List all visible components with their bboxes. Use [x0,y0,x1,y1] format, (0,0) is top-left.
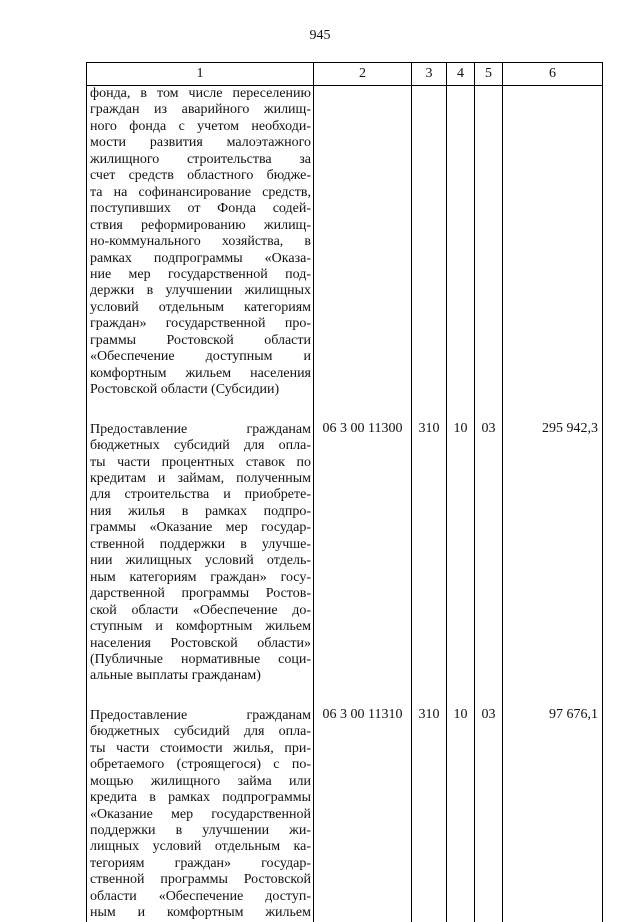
desc-line: ты части стоимости жилья, при- [90,740,311,756]
pr-cell: 03 [475,421,503,685]
desc-line: бюджетных субсидий для опла- [90,724,311,740]
desc-line: нии жилищных условий отдель- [90,553,311,569]
amount-cell: 295 942,3 [503,421,603,685]
rz-cell: 10 [447,707,475,922]
desc-line: «Обеспечение доступным и [90,349,311,365]
desc-line: счет средств областного бюдже- [90,168,311,184]
desc-line: рамках подпрограммы «Оказа- [90,250,311,266]
desc-line: населения Ростовской области» [90,635,311,651]
code-cell: 06 3 00 11300 [314,421,412,685]
desc-line: для строительства и приобрете- [90,487,311,503]
row-description [87,707,314,922]
vr-cell [412,86,447,399]
desc-line: держки в улучшении жилищных [90,283,311,299]
desc-line: кредита в рамках подпрограммы [90,790,311,806]
desc-line: условий отдельным категориям [90,299,311,315]
desc-line: ствия реформированию жилищ- [90,217,311,233]
desc-line: ственной программы Ростовской [90,872,311,888]
row-description [87,86,314,399]
pr-cell: 03 [475,707,503,922]
desc-line: альные выплаты гражданам) [90,668,261,684]
code-cell: 06 3 00 11310 [314,707,412,922]
desc-line: граммы Ростовской области [90,332,311,348]
desc-line: граждан» государственной про- [90,316,311,332]
desc-line: обретаемого (строящегося) с по- [90,757,311,773]
amount-cell [503,86,603,399]
row-description [87,421,314,685]
desc-line: поддержки в улучшении жи- [90,823,311,839]
col-header-2: 2 [314,63,412,86]
desc-line: ственной поддержки в улучше- [90,536,311,552]
col-header-6: 6 [503,63,603,86]
desc-line: ного фонда с учетом необходи- [90,118,311,134]
desc-line: «Оказание мер государственной [90,806,311,822]
desc-line: дарственной программы Ростов- [90,586,311,602]
desc-line: лищных условий отдельным ка- [90,839,311,855]
desc-line: тегориям граждан» государ- [90,855,311,871]
desc-line: кредитам и займам, полученным [90,470,311,486]
rz-cell [447,86,475,399]
desc-line: области «Обеспечение доступ- [90,888,311,904]
desc-line: но-коммунального хозяйства, в [90,234,311,250]
desc-line: Ростовской области (Субсидии) [90,382,280,398]
desc-line: жилищного строительства за [90,151,311,167]
desc-line: мости развития малоэтажного [90,135,311,151]
header-row [87,63,603,86]
budget-table [86,62,603,922]
desc-line: ния жилья в рамках подпро- [90,503,311,519]
table-row [87,707,603,922]
desc-line: ным и комфортным жильем [90,905,311,921]
vr-cell: 310 [412,707,447,922]
desc-line: граждан из аварийного жилищ- [90,102,311,118]
desc-line: поступивших от Фонда содей- [90,201,311,217]
amount-cell: 97 676,1 [503,707,603,922]
code-cell [314,86,412,399]
vr-cell: 310 [412,421,447,685]
rz-cell: 10 [447,421,475,685]
col-header-5: 5 [475,63,503,86]
desc-line: та на софинансирование средств, [90,184,311,200]
desc-line: Предоставление гражданам [90,707,311,723]
desc-line: фонда, в том числе переселению [90,86,311,101]
desc-line: комфортным жильем населения [90,365,311,381]
col-header-4: 4 [447,63,475,86]
desc-line: ным категориям граждан» госу- [90,569,311,585]
desc-line: Предоставление гражданам [90,421,311,437]
desc-line: ты части процентных ставок по [90,454,311,470]
desc-line: мощью жилищного займа или [90,773,311,789]
col-header-1: 1 [87,63,314,86]
page-number: 945 [309,28,331,43]
col-header-3: 3 [412,63,447,86]
desc-line: бюджетных субсидий для опла- [90,438,311,454]
pr-cell [475,86,503,399]
table-row [87,86,603,399]
desc-line: ние мер государственной под- [90,266,311,282]
desc-line: (Публичные нормативные соци- [90,651,311,667]
desc-line: граммы «Оказание мер государ- [90,520,311,536]
desc-line: ской области «Обеспечение до- [90,602,311,618]
desc-line: ступным и комфортным жильем [90,619,311,635]
table-row [87,421,603,685]
